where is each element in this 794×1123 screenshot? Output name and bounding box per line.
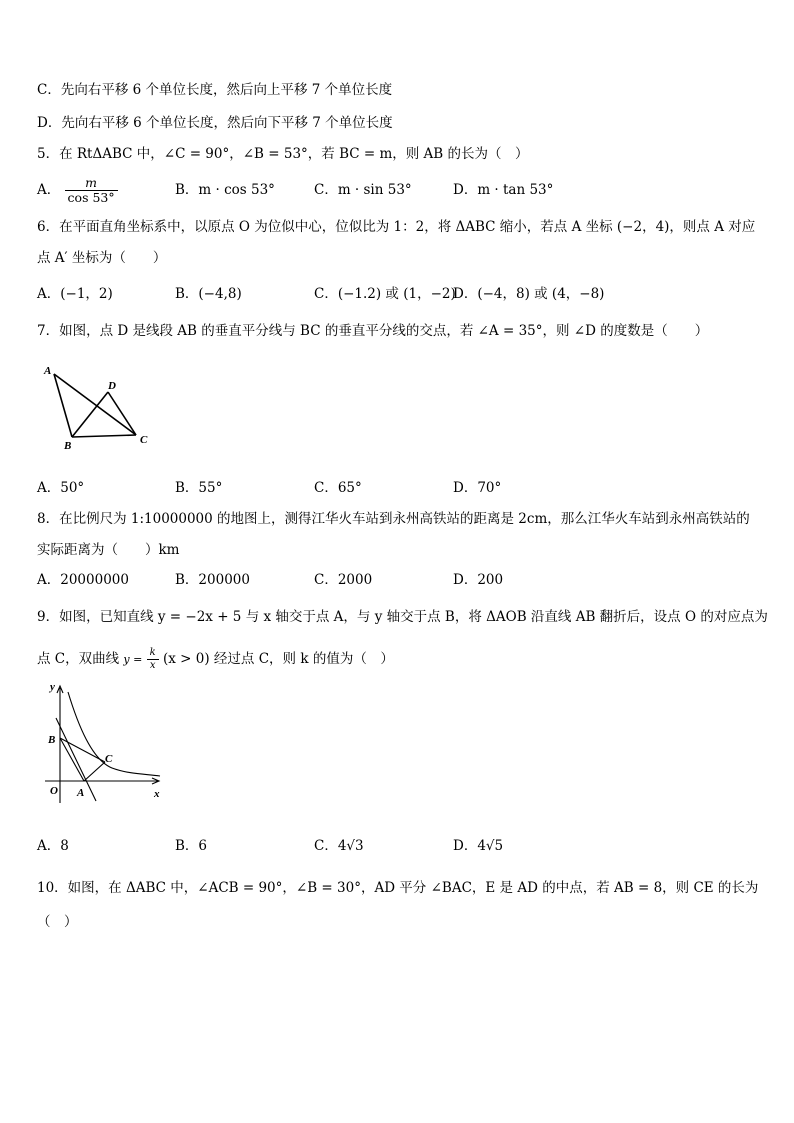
q6-option-a: A．(−1，2) [37,286,113,302]
q5-option-d: D．m · tan 53° [453,182,554,198]
q7-option-d: D．70° [453,480,502,496]
question-9-line-1: 9．如图，已知直线 y = −2x + 5 与 x 轴交于点 A，与 y 轴交于点 B，将 ΔAOB 沿直线 AB 翻折后，设点 O 的对应点为 [37,609,768,625]
fig9-label-y: y [50,681,55,693]
q8-option-c: C．2000 [314,572,373,588]
q9-hyperbola-fraction [147,647,159,672]
question-10-line-1: 10．如图，在 ΔABC 中，∠ACB = 90°，∠B = 30°，AD 平分 ∠BAC，E 是 AD 的中点，若 AB = 8，则 CE 的长为 [37,880,759,896]
line-c-prev: C．先向右平移 6 个单位长度，然后向上平移 7 个单位长度 [37,82,393,98]
q5-option-c: C．m · sin 53° [314,182,412,198]
fig9-label-o: O [50,785,58,797]
fig7-label-a: A [44,365,52,377]
fig7-label-b: B [64,440,72,450]
question-9-line-2 [37,642,394,677]
figure-q7-triangle [40,362,160,450]
q5-option-a-prefix: A． [37,182,61,198]
question-7: 7．如图，点 D 是线段 AB 的垂直平分线与 BC 的垂直平分线的交点，若 ∠A = 35°，则 ∠D 的度数是（ ） [37,323,709,339]
q9-frac-denominator: x [149,660,156,671]
question-6-line-1: 6．在平面直角坐标系中，以原点 O 为位似中心，位似比为 1：2，将 ΔABC 缩小，若点 A 坐标 (−2，4)，则点 A 对应 [37,219,756,235]
q5-option-a [37,172,118,208]
q9-option-b: B．6 [175,838,208,854]
fig9-label-b: B [48,734,56,746]
q8-option-d: D．200 [453,572,504,588]
question-8-line-2: 实际距离为（ ）km [37,542,180,558]
fig7-label-d: D [108,380,116,392]
q7-option-c: C．65° [314,480,362,496]
q8-option-b: B．200000 [175,572,250,588]
q9-frac-numerator: k [147,647,159,660]
q9-option-c: C．4√3 [314,838,364,854]
q8-option-a: A．20000000 [37,572,129,588]
question-10-line-2: （ ） [37,914,78,930]
question-8-line-1: 8．在比例尺为 1:10000000 的地图上，测得江华火车站到永州高铁站的距离是 2cm，那么江华火车站到永州高铁站的 [37,511,750,527]
fig7-label-c: C [140,434,148,446]
q7-option-a: A．50° [37,480,85,496]
q9-option-a: A．8 [37,838,69,854]
q9-line2-suffix: (x > 0) 经过点 C，则 k 的值为（ ） [163,651,394,667]
question-6-line-2: 点 A′ 坐标为（ ） [37,250,167,266]
question-5: 5．在 RtΔABC 中，∠C = 90°，∠B = 53°，若 BC = m，则 AB 的长为（ ） [37,146,529,162]
q7-option-b: B．55° [175,480,223,496]
q5-option-b: B．m · cos 53° [175,182,275,198]
q9-line2-prefix: 点 C，双曲线 [37,651,120,667]
q6-option-d: D．(−4，8) 或 (4，−8) [453,286,605,302]
fig9-label-c: C [105,753,113,765]
figure-q9-graph [40,680,170,810]
line-d-prev: D．先向右平移 6 个单位长度，然后向下平移 7 个单位长度 [37,115,393,131]
q5-option-a-numerator: m [65,176,118,191]
q9-option-d: D．4√5 [453,838,504,854]
q9-hyperbola-lhs: y = [123,653,143,666]
q6-option-b: B．(−4,8) [175,286,242,302]
fig9-label-x: x [154,788,160,800]
q5-option-a-denominator: cos 53° [67,190,115,205]
q6-option-c: C．(−1.2) 或 (1，−2) [314,286,456,302]
fig9-label-a: A [77,787,85,799]
q5-option-a-fraction [65,176,118,205]
